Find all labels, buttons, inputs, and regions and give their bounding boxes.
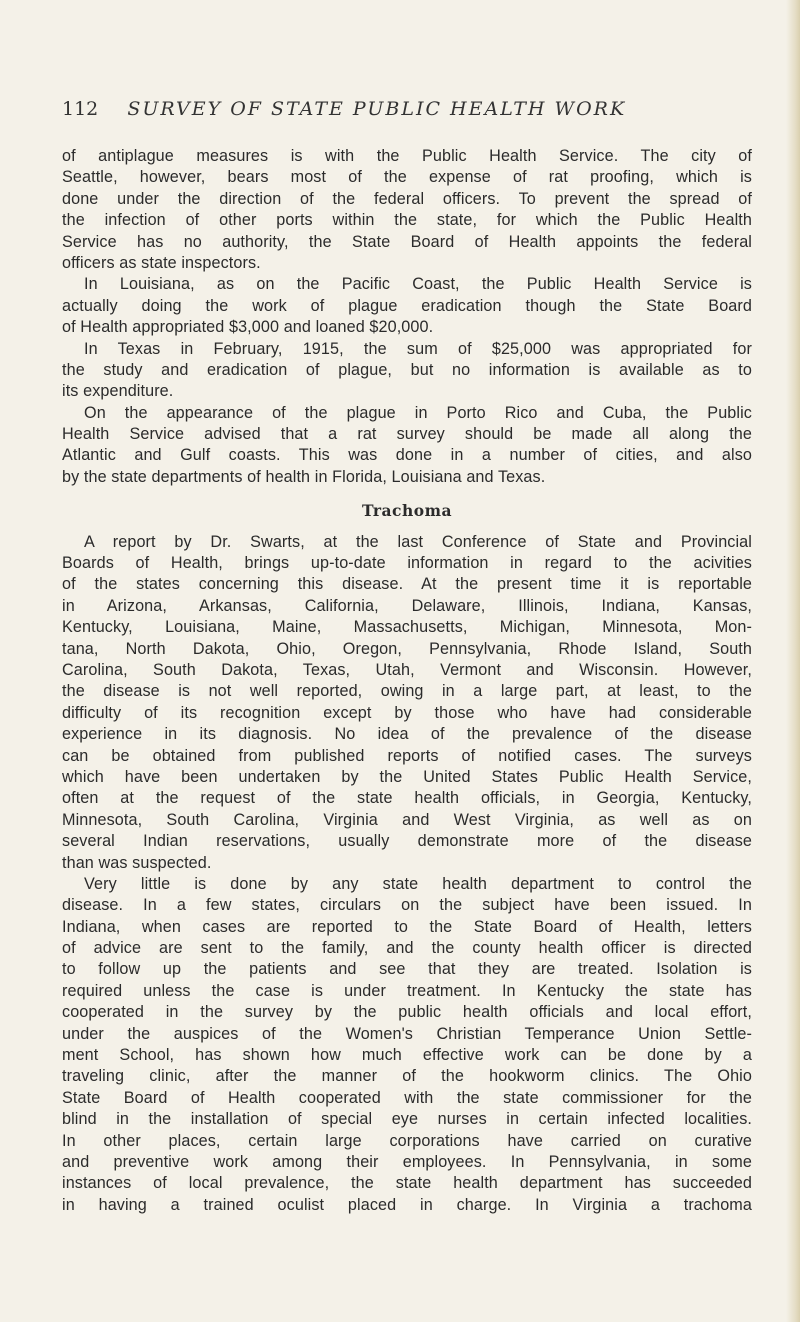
- text-line: Carolina, South Dakota, Texas, Utah, Vermont and Wisconsin. However,: [62, 660, 752, 679]
- text-line: the infection of other ports within the state, for which the Public Health: [62, 211, 752, 230]
- text-line: can be obtained from published reports of notified cases. The surveys: [62, 746, 752, 765]
- text-line: the study and eradication of plague, but no information is available as to: [62, 360, 752, 379]
- text-line: under the auspices of the Women's Christian Temperance Union Settle-: [62, 1024, 752, 1043]
- text-line: of advice are sent to the family, and the county health officer is directed: [62, 939, 752, 958]
- page-number: 112: [62, 98, 99, 120]
- page-edge: [786, 0, 800, 1322]
- text-line: disease. In a few states, circulars on the subject have been issued. In: [62, 896, 752, 915]
- text-line: ment School, has shown how much effective work can be done by a: [62, 1046, 752, 1065]
- text-line: actually doing the work of plague eradication though the State Board: [62, 296, 752, 315]
- text-line: often at the request of the state health officials, in Georgia, Kentucky,: [62, 789, 752, 808]
- text-line: done under the direction of the federal officers. To prevent the spread of: [62, 189, 752, 208]
- text-line: instances of local prevalence, the state health department has succeeded: [62, 1174, 752, 1193]
- running-header: [62, 98, 626, 120]
- text-line: blind in the installation of special eye nurses in certain infected localities.: [62, 1110, 752, 1129]
- text-line: to follow up the patients and see that they are treated. Isolation is: [62, 960, 752, 979]
- paragraph: [62, 532, 752, 874]
- text-line: its expenditure.: [62, 382, 174, 401]
- paragraph: [62, 874, 752, 1216]
- text-line: of antiplague measures is with the Public Health Service. The city of: [62, 147, 752, 165]
- text-line: On the appearance of the plague in Porto Rico and Cuba, the Public: [84, 403, 752, 422]
- paragraph: [62, 403, 752, 489]
- body-text: [62, 146, 752, 1216]
- text-line: In other places, certain large corporations have carried on curative: [62, 1131, 752, 1150]
- paragraph: [62, 146, 752, 274]
- running-title: SURVEY OF STATE PUBLIC HEALTH WORK: [127, 98, 627, 120]
- text-line: several Indian reservations, usually demonstrate more of the disease: [62, 832, 752, 851]
- section-heading: Trachoma: [361, 501, 453, 521]
- text-line: experience in its diagnosis. No idea of the prevalence of the disease: [62, 725, 752, 744]
- text-line: Boards of Health, brings up-to-date information in regard to the acivities: [62, 554, 752, 573]
- text-line: A report by Dr. Swarts, at the last Conference of State and Provincial: [84, 532, 752, 551]
- text-line: Atlantic and Gulf coasts. This was done in a number of cities, and also: [62, 446, 752, 465]
- text-line: Minnesota, South Carolina, Virginia and West Virginia, as well as on: [62, 810, 752, 829]
- paragraph: [62, 274, 752, 338]
- text-line: difficulty of its recognition except by those who have had considerable: [62, 703, 752, 722]
- text-line: and preventive work among their employees. In Pennsylvania, in some: [62, 1152, 752, 1171]
- text-line: In Louisiana, as on the Pacific Coast, the Public Health Service is: [84, 275, 752, 294]
- text-line: officers as state inspectors.: [62, 253, 261, 272]
- text-line: the disease is not well reported, owing in a large part, at least, to the: [62, 682, 752, 701]
- text-line: cooperated in the survey by the public health officials and local effort,: [62, 1003, 752, 1022]
- text-line: tana, North Dakota, Ohio, Oregon, Pennsylvania, Rhode Island, South: [62, 639, 752, 658]
- text-line: than was suspected.: [62, 853, 212, 872]
- text-line: of Health appropriated $3,000 and loaned $20,000.: [62, 318, 434, 337]
- text-line: of the states concerning this disease. At the present time it is reportable: [62, 575, 752, 594]
- text-line: in having a trained oculist placed in charge. In Virginia a trachoma: [62, 1195, 752, 1214]
- text-line: by the state departments of health in Florida, Louisiana and Texas.: [62, 467, 546, 486]
- text-line: Indiana, when cases are reported to the State Board of Health, letters: [62, 917, 752, 936]
- paragraph: [62, 339, 752, 403]
- text-line: Seattle, however, bears most of the expense of rat proofing, which is: [62, 168, 752, 187]
- text-line: Kentucky, Louisiana, Maine, Massachusetts, Michigan, Minnesota, Mon-: [62, 618, 752, 637]
- text-line: Service has no authority, the State Board of Health appoints the federal: [62, 232, 752, 251]
- text-line: State Board of Health cooperated with the state commissioner for the: [62, 1088, 752, 1107]
- text-line: required unless the case is under treatment. In Kentucky the state has: [62, 981, 752, 1000]
- text-line: In Texas in February, 1915, the sum of $25,000 was appropriated for: [84, 339, 752, 358]
- text-line: Very little is done by any state health department to control the: [84, 874, 752, 893]
- text-line: Health Service advised that a rat survey should be made all along the: [62, 425, 752, 444]
- text-line: in Arizona, Arkansas, California, Delaware, Illinois, Indiana, Kansas,: [62, 596, 752, 615]
- text-line: which have been undertaken by the United States Public Health Service,: [62, 767, 752, 786]
- text-line: traveling clinic, after the manner of the hookworm clinics. The Ohio: [62, 1067, 752, 1086]
